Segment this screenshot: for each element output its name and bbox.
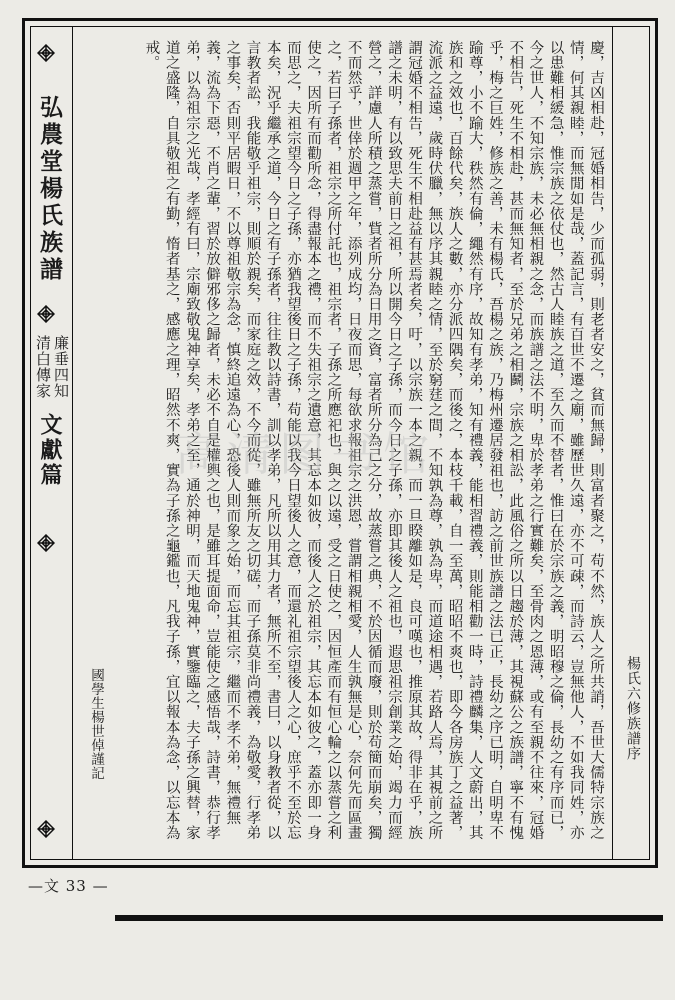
book-title: 弘農堂楊氏族譜	[36, 95, 63, 284]
document-side-label: 楊氏六修族譜序	[625, 656, 641, 761]
lattice-ornament-icon	[37, 820, 55, 838]
author-signature: 國學生楊世倬謹記	[88, 668, 104, 780]
right-column-divider	[612, 26, 613, 860]
bottom-rule	[115, 915, 663, 921]
lattice-ornament-icon	[37, 305, 55, 323]
motto-line-2: 清白傳家	[34, 335, 52, 399]
motto-line-1: 廉垂四知	[52, 335, 70, 399]
page-number: —文 33 —	[28, 877, 109, 895]
watermark-text: 高清图书馆	[175, 427, 435, 481]
section-title: 文獻篇	[37, 413, 63, 488]
left-column-divider	[72, 26, 73, 860]
body-paragraph: 慶，吉凶相赴，冠婚相告，少而孤弱，則老者安之，貧而無歸，則富者聚之，苟不然，族人之所共誚，吾世大儒特宗族之情，何其親睦，而無閒如是哉，蓋記言，有百世不遷之廟，雖歷世久遠，亦不可疎，而詩云，豈無他人，不如我同姓，亦以患難相緩急，惟宗族之依仗也，然古人睦族之道，至久而不替者，惟曰在於宗族之義，明昭穆之倫，長幼之有序而已，今之世人，不知宗族，未必無相親之念，而族譜之法不明，卑於孝弟之行實難矣，至骨肉之恩薄，或有至親不往來，冠婚不相告，死生不相赴，甚而無知者，至於兄弟之相鬬，宗族之相訟，此風俗之所以日趨於薄，其視蘇公之族譜，寧不有愧乎，梅之巨姓，修族之善，未有楊氏，吾楊之族，乃梅州遷居發祖也，訪之前世族譜之法已正，長幼之序已明，自明卑不踰尊，小不踰大，秩然有倫，繩然有序，故知有孝弟，知有禮義，能相習禮義，則能相勸一時，詩禮麟集，人文蔚出，其族和之效也，百餘代矣，族人之數，亦分派四隅矣，而後之，本枝千載，自一至萬，昭昭不爽也，即今各房族丁之益著，流派之益遠，歲時伏臘，無以序其親睦之情，至於窮莛之間，不知孰為尊，孰為卑，而道途相遇，若路人焉，其視前之所謂冠婚不相告，死生不相赴益有甚焉者矣，吁，以宗族一本之親，而一旦睽離如是，良可嘆也，推原其故，得非在乎，族譜之未明，有以致思夫前日之祖，所以開今日之子孫，而今日之子孫，亦即其後人之祖也，遐思祖宗創業之始，竭力而經營之，詳慮人所積之蒸嘗，貲者所分為日用之資，富者所分為己之分，故蒸嘗之典，不於因循而廢，則於苟簡而崩矣，獨不而然乎，世倖於週甲之年，添列成均，日夜而思，每欲求報祖宗之洪恩，嘗謂相親相愛，人生孰無是心，奈何先而區畫之，若曰子孫者，祖宗之所付託也，祖宗者，子孫之所應祀也，與之以遠，受之日使之，因恒產而有恒心輪之以蒸嘗之利使之，因所有而勸所念，得盡報本之禮，而不失祖宗之遺意，其忘本如彼，而後人之於祖宗，其忘本如彼之，蓋亦即一身而思之，夫祖宗望今日之子孫，亦猶我望後日之子孫，苟能以我今日望後人之意，而還礼祖宗望後人之心，庶乎不至於忘本矣，況乎繼承之道，今日之有子孫者，往往教以詩書，訓以孝弟，凡所以用其力者，無所不至，書曰，以身教者從，以言教者訟，我能敬乎祖宗，則順於親矣，而家庭之效，不今而從，雖無所友之切磋，而子孫莫非尚禮義，為敬愛，行孝弟之事矣，否則平居暇日，不以尊祖敬宗為念，慎終追遠為心，恐後人則而象之始，而忘其祖宗，繼而不孝不弟，無禮無義，流為下惡，不肖之輩，習於放僻邪侈之歸者，未必不自是權輿之也，是雖耳提面命，豈能使之感悟哉，詩書，恭行孝弟，以為祖宗之光哉，孝經有曰，宗廟致敬鬼神享矣，孝弟之至，通於神明，而天地鬼神，實鑒臨之，夫子孫之興替，家道之盛隆，自具敬祖之有勤，惰者基之，感應之理，昭然不爽，實為子孫之龜鑑也，凡我子孫，宜以報本為念，以忘本為戒。	[143, 40, 604, 841]
lattice-ornament-icon	[37, 44, 55, 62]
lattice-ornament-icon	[37, 534, 55, 552]
preface-body-text	[80, 40, 606, 852]
